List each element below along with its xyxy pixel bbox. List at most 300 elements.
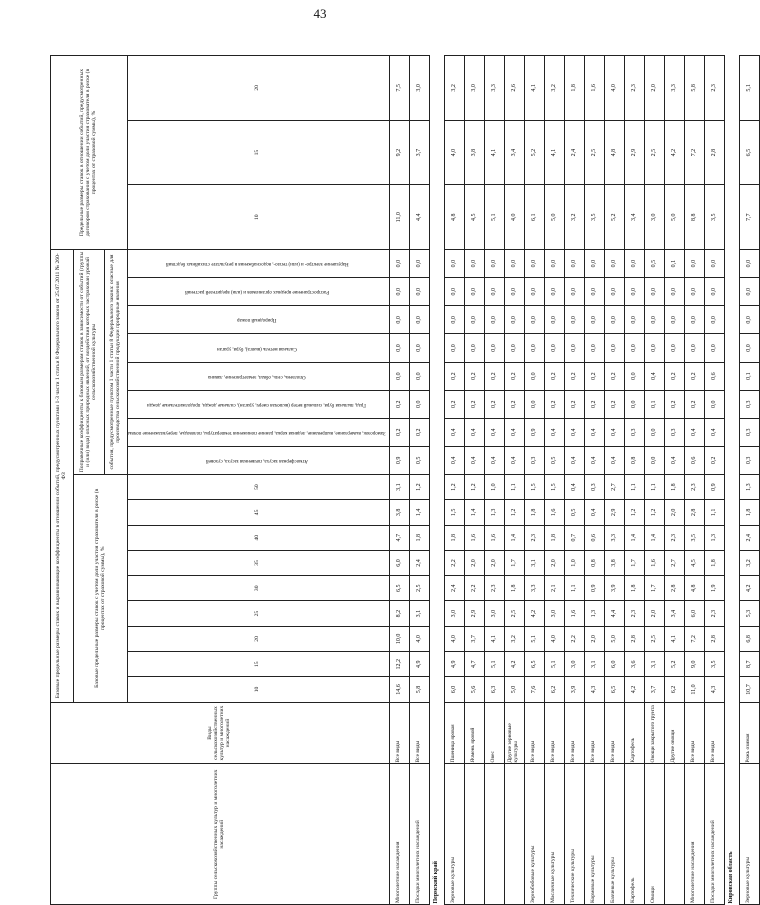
base-rate-cell: 1,1 xyxy=(644,474,664,499)
coef-cell: 0,0 xyxy=(704,390,724,418)
base-rate-cell: 1,8 xyxy=(444,525,464,550)
table-row xyxy=(644,56,664,905)
base-rate-cell: 3,1 xyxy=(389,474,409,499)
coef-cell: 0,3 xyxy=(739,418,759,446)
base-rate-cell: 1,8 xyxy=(544,525,564,550)
row-kind: Все виды xyxy=(544,702,564,764)
base-rate-cell: 1,3 xyxy=(739,474,759,499)
base-rate-cell: 1,7 xyxy=(644,576,664,601)
limit-pct-10: 10 xyxy=(128,185,390,250)
coef-cell: 0,0 xyxy=(684,306,704,334)
base-rate-cell: 5,0 xyxy=(504,677,524,702)
coef-col-header: Оползень, сель, обвал, землетрясение, лавина xyxy=(128,362,390,390)
base-pct-40: 40 xyxy=(128,525,390,550)
region-row xyxy=(429,56,444,905)
coef-cell: 0,0 xyxy=(444,334,464,362)
limit-rate-cell: 4,0 xyxy=(604,56,624,121)
limit-rate-cell: 3,7 xyxy=(409,120,429,185)
limit-rate-cell: 4,8 xyxy=(444,185,464,250)
coef-cell: 0,0 xyxy=(684,250,704,278)
table-row xyxy=(739,56,759,905)
coef-cell: 0,4 xyxy=(564,418,584,446)
row-group xyxy=(484,764,504,905)
coef-cell: 0,0 xyxy=(584,334,604,362)
coef-cell: 0,4 xyxy=(584,418,604,446)
coef-cell: 0,6 xyxy=(704,362,724,390)
base-rate-cell: 1,6 xyxy=(544,500,564,525)
base-rate-cell: 1,8 xyxy=(739,500,759,525)
limit-rate-cell: 2,8 xyxy=(704,120,724,185)
base-rate-cell: 1,6 xyxy=(484,525,504,550)
coef-cell: 0,0 xyxy=(389,278,409,306)
coef-cell: 0,0 xyxy=(739,278,759,306)
coef-cell: 0,0 xyxy=(524,278,544,306)
base-rate-cell: 6,3 xyxy=(484,677,504,702)
base-rate-cell: 5,0 xyxy=(604,626,624,651)
base-rate-cell: 6,0 xyxy=(389,550,409,575)
base-rate-cell: 1,6 xyxy=(644,550,664,575)
base-rates-header: Базовые предельные размеры ставок с учетом доли участия страхователя в риске (в процентах от страховой суммы), % xyxy=(74,474,128,702)
base-rate-cell: 1,3 xyxy=(584,601,604,626)
base-rate-cell: 4,0 xyxy=(409,626,429,651)
limit-rate-cell: 4,2 xyxy=(664,120,684,185)
base-rate-cell: 6,0 xyxy=(444,677,464,702)
base-rate-cell: 2,2 xyxy=(444,550,464,575)
coef-cell: 0,0 xyxy=(624,362,644,390)
limit-rate-cell: 5,8 xyxy=(684,56,704,121)
coef-cell: 0,3 xyxy=(624,418,644,446)
limit-rate-cell: 2,6 xyxy=(504,56,524,121)
coef-cell: 0,2 xyxy=(464,390,484,418)
limit-rate-cell: 4,1 xyxy=(484,120,504,185)
coef-cell: 0,0 xyxy=(524,334,544,362)
base-rate-cell: 3,8 xyxy=(604,550,624,575)
row-kind: Картофель xyxy=(624,702,644,764)
limit-rate-cell: 4,4 xyxy=(409,185,429,250)
base-rate-cell: 2,0 xyxy=(664,500,684,525)
limit-rate-cell: 1,6 xyxy=(584,56,604,121)
base-rate-cell: 6,0 xyxy=(604,652,624,677)
coef-cell: 0,0 xyxy=(409,362,429,390)
base-rate-cell: 5,1 xyxy=(544,652,564,677)
base-rate-cell: 2,4 xyxy=(444,576,464,601)
coef-cell: 0,0 xyxy=(544,278,564,306)
base-rate-cell: 3,5 xyxy=(704,652,724,677)
base-rate-cell: 5,2 xyxy=(664,652,684,677)
base-rate-cell: 3,1 xyxy=(524,550,544,575)
base-rate-cell: 11,0 xyxy=(684,677,704,702)
row-kind: Все виды xyxy=(564,702,584,764)
coef-cell: 0,2 xyxy=(564,390,584,418)
coef-cell: 0,2 xyxy=(704,446,724,474)
base-rate-cell: 1,8 xyxy=(504,576,524,601)
limit-rate-cell: 2,3 xyxy=(624,56,644,121)
coef-cell: 0,4 xyxy=(504,418,524,446)
coef-cell: 0,0 xyxy=(544,306,564,334)
base-rate-cell: 3,5 xyxy=(684,525,704,550)
coef-cell: 0,3 xyxy=(664,418,684,446)
limit-rate-cell: 3,5 xyxy=(584,185,604,250)
coef-cell: 0,3 xyxy=(739,390,759,418)
base-rate-cell: 8,2 xyxy=(389,601,409,626)
coef-cell: 0,0 xyxy=(624,278,644,306)
limit-rate-cell: 3,0 xyxy=(409,56,429,121)
base-rate-cell: 1,2 xyxy=(644,500,664,525)
base-rate-cell: 10,7 xyxy=(739,677,759,702)
base-rate-cell: 0,9 xyxy=(704,474,724,499)
coef-cell: 0,0 xyxy=(504,334,524,362)
base-rate-cell: 1,1 xyxy=(704,500,724,525)
base-rate-cell: 0,3 xyxy=(584,474,604,499)
coef-cell: 0,0 xyxy=(484,278,504,306)
row-kind: Все виды xyxy=(409,702,429,764)
coef-cell: 0,2 xyxy=(484,390,504,418)
base-rate-cell: 3,0 xyxy=(564,652,584,677)
base-rate-cell: 5,1 xyxy=(524,626,544,651)
coef-cell: 0,0 xyxy=(584,306,604,334)
base-rate-cell: 1,5 xyxy=(524,474,544,499)
base-rate-cell: 2,4 xyxy=(739,525,759,550)
base-rate-cell: 2,9 xyxy=(464,601,484,626)
limit-rate-cell: 3,2 xyxy=(444,56,464,121)
coef-cell: 0,2 xyxy=(484,362,504,390)
coef-cell: 0,0 xyxy=(644,446,664,474)
base-rate-cell: 1,5 xyxy=(544,474,564,499)
coef-cell: 0,2 xyxy=(389,390,409,418)
base-rate-cell: 3,3 xyxy=(524,576,544,601)
base-rate-cell: 5,1 xyxy=(484,652,504,677)
base-rate-cell: 3,8 xyxy=(389,500,409,525)
limit-rate-cell: 4,5 xyxy=(464,185,484,250)
coef-cell: 0,4 xyxy=(464,446,484,474)
limit-rate-cell: 3,0 xyxy=(464,56,484,121)
row-group: Зерновые культуры xyxy=(444,764,464,905)
row-group: Многолетние насаждения xyxy=(684,764,704,905)
coef-cell: 0,0 xyxy=(584,250,604,278)
limit-rate-cell: 5,1 xyxy=(484,185,504,250)
row-group: Зерновые культуры xyxy=(739,764,759,905)
coef-cell: 0,0 xyxy=(524,362,544,390)
row-group xyxy=(504,764,524,905)
table-row xyxy=(604,56,624,905)
limit-rate-cell: 4,1 xyxy=(544,120,564,185)
limit-rate-cell: 2,9 xyxy=(624,120,644,185)
base-pct-30: 30 xyxy=(128,576,390,601)
base-pct-50: 50 xyxy=(128,474,390,499)
coef-col-header: Распространение вредных организмов и (или) вредителей растений xyxy=(128,278,390,306)
region-row xyxy=(724,56,739,905)
base-rate-cell: 4,8 xyxy=(684,576,704,601)
coef-cell: 0,0 xyxy=(704,250,724,278)
base-rate-cell: 1,3 xyxy=(704,525,724,550)
base-rate-cell: 2,5 xyxy=(644,626,664,651)
base-rate-cell: 1,1 xyxy=(624,474,644,499)
base-rate-cell: 6,8 xyxy=(739,626,759,651)
limit-rate-cell: 2,0 xyxy=(644,56,664,121)
base-rate-cell: 3,6 xyxy=(624,652,644,677)
coef-cell: 0,4 xyxy=(684,418,704,446)
base-rate-cell: 1,2 xyxy=(409,474,429,499)
coef-cell: 0,4 xyxy=(604,446,624,474)
limit-rate-cell: 7,2 xyxy=(684,120,704,185)
base-rate-cell: 7,6 xyxy=(524,677,544,702)
table-row xyxy=(464,56,484,905)
limit-rate-cell: 3,5 xyxy=(704,185,724,250)
base-rate-cell: 4,2 xyxy=(524,601,544,626)
base-rate-cell: 1,9 xyxy=(704,576,724,601)
coef-cell: 0,2 xyxy=(584,390,604,418)
base-rate-cell: 1,8 xyxy=(409,525,429,550)
coef-cell: 0,0 xyxy=(644,278,664,306)
base-rate-cell: 4,1 xyxy=(664,626,684,651)
base-rate-cell: 4,3 xyxy=(584,677,604,702)
coef-cell: 0,5 xyxy=(409,446,429,474)
coef-cell: 0,4 xyxy=(644,362,664,390)
coef-cell: 0,1 xyxy=(664,250,684,278)
base-rate-cell: 1,1 xyxy=(564,576,584,601)
limit-rate-cell: 3,3 xyxy=(484,56,504,121)
coef-cell: 0,0 xyxy=(684,334,704,362)
base-rate-cell: 0,6 xyxy=(584,525,604,550)
base-rate-cell: 3,1 xyxy=(409,601,429,626)
table-row xyxy=(624,56,644,905)
coef-cell: 0,0 xyxy=(704,334,724,362)
limit-pct-15: 15 xyxy=(128,120,390,185)
base-rate-cell: 1,4 xyxy=(624,525,644,550)
table-row xyxy=(564,56,584,905)
coef-cell: 0,0 xyxy=(389,250,409,278)
coef-cell: 0,2 xyxy=(409,418,429,446)
coef-cell: 0,9 xyxy=(524,418,544,446)
coef-cell: 0,2 xyxy=(664,362,684,390)
coef-cell: 0,0 xyxy=(409,278,429,306)
table-row xyxy=(544,56,564,905)
coef-cell: 0,2 xyxy=(604,390,624,418)
region-label: Пермский край xyxy=(429,56,444,905)
base-rate-cell: 2,2 xyxy=(564,626,584,651)
coef-col-header: Нарушение электро- и (или) тепло-, водоснабжения в результате стихийных бедствий xyxy=(128,250,390,278)
limit-rate-cell: 8,8 xyxy=(684,185,704,250)
row-kind: Другие зерновые культуры xyxy=(504,702,524,764)
coef-cell: 0,4 xyxy=(444,446,464,474)
base-rate-cell: 2,5 xyxy=(504,601,524,626)
base-rate-cell: 2,7 xyxy=(664,550,684,575)
base-rate-cell: 3,7 xyxy=(644,677,664,702)
coef-header: Поправочные коэффициенты к базовым размерам ставок в зависимости от событий (группы и (или) вида) опасных природных явлений, от воздействия которых застрахован урожай сельскохозяйственной культуры xyxy=(74,250,105,475)
coef-cell: 0,2 xyxy=(684,390,704,418)
limit-pct-20: 20 xyxy=(128,56,390,121)
limit-rate-cell: 3,2 xyxy=(564,185,584,250)
coef-cell: 0,0 xyxy=(464,278,484,306)
base-rate-cell: 6,2 xyxy=(664,677,684,702)
row-kind: Все виды xyxy=(604,702,624,764)
coef-cell: 0,0 xyxy=(604,278,624,306)
limit-rate-cell: 3,4 xyxy=(624,185,644,250)
coef-cell: 0,3 xyxy=(524,446,544,474)
table-row xyxy=(484,56,504,905)
coef-cell: 0,0 xyxy=(739,334,759,362)
base-rate-cell: 4,9 xyxy=(409,652,429,677)
coef-cell: 0,0 xyxy=(604,250,624,278)
base-rate-cell: 1,0 xyxy=(484,474,504,499)
base-rate-cell: 2,5 xyxy=(409,576,429,601)
coef-cell: 0,0 xyxy=(684,278,704,306)
base-rate-cell: 1,2 xyxy=(624,500,644,525)
coef-col-header: Град, пыльная буря, сильный ветер (включая смерч, ураган), сильные дожди, продолжительные дожди xyxy=(128,390,390,418)
coef-cell: 0,4 xyxy=(444,418,464,446)
base-rate-cell: 4,7 xyxy=(389,525,409,550)
coef-cell: 0,0 xyxy=(524,390,544,418)
table-row xyxy=(409,56,429,905)
limit-rate-cell: 5,0 xyxy=(664,185,684,250)
row-group: Бахчевые культуры xyxy=(604,764,624,905)
base-rate-cell: 10,0 xyxy=(389,626,409,651)
coef-cell: 0,0 xyxy=(409,334,429,362)
base-rate-cell: 0,8 xyxy=(584,550,604,575)
coef-cell: 0,0 xyxy=(564,278,584,306)
coef-cell: 0,8 xyxy=(624,446,644,474)
coef-cell: 0,0 xyxy=(739,306,759,334)
coef-cell: 0,0 xyxy=(484,306,504,334)
coef-cell: 0,2 xyxy=(664,390,684,418)
coef-cell: 0,2 xyxy=(444,390,464,418)
base-rate-cell: 8,7 xyxy=(739,652,759,677)
base-rate-cell: 3,0 xyxy=(444,601,464,626)
coef-cell: 0,4 xyxy=(704,418,724,446)
base-rate-cell: 1,5 xyxy=(444,500,464,525)
base-rate-cell: 1,8 xyxy=(704,550,724,575)
base-rate-cell: 2,3 xyxy=(684,474,704,499)
coef-cell: 0,0 xyxy=(664,334,684,362)
coef-cell: 0,0 xyxy=(409,306,429,334)
base-rate-cell: 1,4 xyxy=(504,525,524,550)
base-rate-cell: 6,2 xyxy=(544,677,564,702)
base-rate-cell: 0,4 xyxy=(564,474,584,499)
coef-cell: 0,0 xyxy=(484,334,504,362)
coef-cell: 0,4 xyxy=(584,446,604,474)
coef-cell: 0,0 xyxy=(739,250,759,278)
base-rate-cell: 1,4 xyxy=(409,500,429,525)
rate-table xyxy=(50,55,760,905)
limit-rate-cell: 3,2 xyxy=(544,56,564,121)
coef-cell: 0,0 xyxy=(524,306,544,334)
coef-cell: 0,2 xyxy=(544,390,564,418)
base-rate-cell: 4,1 xyxy=(484,626,504,651)
base-rate-cell: 14,6 xyxy=(389,677,409,702)
base-rate-cell: 3,1 xyxy=(584,652,604,677)
table-row xyxy=(664,56,684,905)
base-rate-cell: 6,5 xyxy=(524,652,544,677)
row-group: Зернобобовые культуры xyxy=(524,764,544,905)
base-rate-cell: 4,2 xyxy=(624,677,644,702)
coef-cell: 0,4 xyxy=(484,418,504,446)
base-rate-cell: 1,7 xyxy=(624,550,644,575)
base-rate-cell: 1,8 xyxy=(524,500,544,525)
base-rate-cell: 3,7 xyxy=(464,626,484,651)
coef-cell: 0,0 xyxy=(389,362,409,390)
coef-cell: 0,0 xyxy=(409,390,429,418)
row-group xyxy=(464,764,484,905)
coef-cell: 0,0 xyxy=(604,306,624,334)
rate-table-container xyxy=(50,55,752,905)
coef-col-header: Заморозок, вымерзание, выпревание, ледяная корка, ранние понижения температуры, половодье, переувлажнение почвы xyxy=(128,418,390,446)
coef-cell: 0,0 xyxy=(624,334,644,362)
table-row xyxy=(524,56,544,905)
base-rate-cell: 2,4 xyxy=(409,550,429,575)
row-group: Картофель xyxy=(624,764,644,905)
coef-col-header: Сильная метель (вьюга), буря, ураган xyxy=(128,334,390,362)
base-rate-cell: 3,4 xyxy=(664,601,684,626)
row-group: Овощи xyxy=(644,764,664,905)
base-rate-cell: 2,2 xyxy=(464,576,484,601)
base-rate-cell: 9,0 xyxy=(684,652,704,677)
row-group: Посадки многолетних насаждений xyxy=(704,764,724,905)
base-rate-cell: 2,7 xyxy=(604,474,624,499)
coef-cell: 0,0 xyxy=(544,334,564,362)
limit-rate-cell: 7,7 xyxy=(739,185,759,250)
coef-cell: 0,0 xyxy=(464,306,484,334)
base-rate-cell: 1,8 xyxy=(624,576,644,601)
base-rate-cell: 7,2 xyxy=(684,626,704,651)
col-group-header: Группы сельскохозяйственных культур и многолетних насаждений xyxy=(51,764,390,905)
base-rate-cell: 3,9 xyxy=(564,677,584,702)
base-rate-cell: 3,1 xyxy=(644,652,664,677)
coef-cell: 0,4 xyxy=(604,418,624,446)
row-kind: Все виды xyxy=(584,702,604,764)
row-kind: Все виды xyxy=(704,702,724,764)
limit-rate-cell: 2,5 xyxy=(644,120,664,185)
limit-rate-cell: 4,0 xyxy=(504,185,524,250)
coef-subheader: события, предусмотренные пунктом 1 части 1 статьи 8 Федерального закона: опасные для производства сельскохозяйственной продукции природные явления xyxy=(105,250,128,475)
base-rate-cell: 2,3 xyxy=(484,576,504,601)
limit-rate-cell: 5,2 xyxy=(524,120,544,185)
base-rate-cell: 2,9 xyxy=(604,500,624,525)
coef-cell: 0,0 xyxy=(444,306,464,334)
table-row xyxy=(584,56,604,905)
base-rate-cell: 2,0 xyxy=(584,626,604,651)
coef-col-header: Атмосферная засуха, почвенная засуха, суховей xyxy=(128,446,390,474)
limit-rate-cell: 4,0 xyxy=(444,120,464,185)
coef-cell: 0,0 xyxy=(624,390,644,418)
limit-rate-cell: 2,3 xyxy=(704,56,724,121)
coef-cell: 0,4 xyxy=(544,418,564,446)
limit-rate-cell: 5,0 xyxy=(544,185,564,250)
row-group: Посадки многолетних насаждений xyxy=(409,764,429,905)
row-kind: Другие овощи xyxy=(664,702,684,764)
coef-cell: 0,0 xyxy=(464,250,484,278)
row-kind: Овощи закрытого грунта xyxy=(644,702,664,764)
limit-rates-header: Предельные размеры ставок в отношении событий, предусмотренных договором страхования с учетом доли участия страхователя в риске (в процентах от страховой суммы), % xyxy=(51,56,128,250)
limit-rate-cell: 1,8 xyxy=(564,56,584,121)
limit-rate-cell: 5,2 xyxy=(604,185,624,250)
row-group: Кормовые культуры xyxy=(584,764,604,905)
coef-cell: 0,4 xyxy=(504,446,524,474)
coef-cell: 0,2 xyxy=(564,362,584,390)
row-kind: Пшеница яровая xyxy=(444,702,464,764)
coef-cell: 0,2 xyxy=(604,362,624,390)
coef-cell: 0,2 xyxy=(504,390,524,418)
coef-cell: 0,0 xyxy=(444,278,464,306)
limit-rate-cell: 3,0 xyxy=(644,185,664,250)
base-rate-cell: 5,8 xyxy=(409,677,429,702)
coef-cell: 0,5 xyxy=(544,446,564,474)
coef-cell: 0,0 xyxy=(664,306,684,334)
coef-cell: 0,4 xyxy=(664,446,684,474)
page-number: 43 xyxy=(313,6,327,21)
base-rate-cell: 3,3 xyxy=(604,525,624,550)
base-rate-cell: 2,3 xyxy=(524,525,544,550)
base-rate-cell: 1,2 xyxy=(504,500,524,525)
